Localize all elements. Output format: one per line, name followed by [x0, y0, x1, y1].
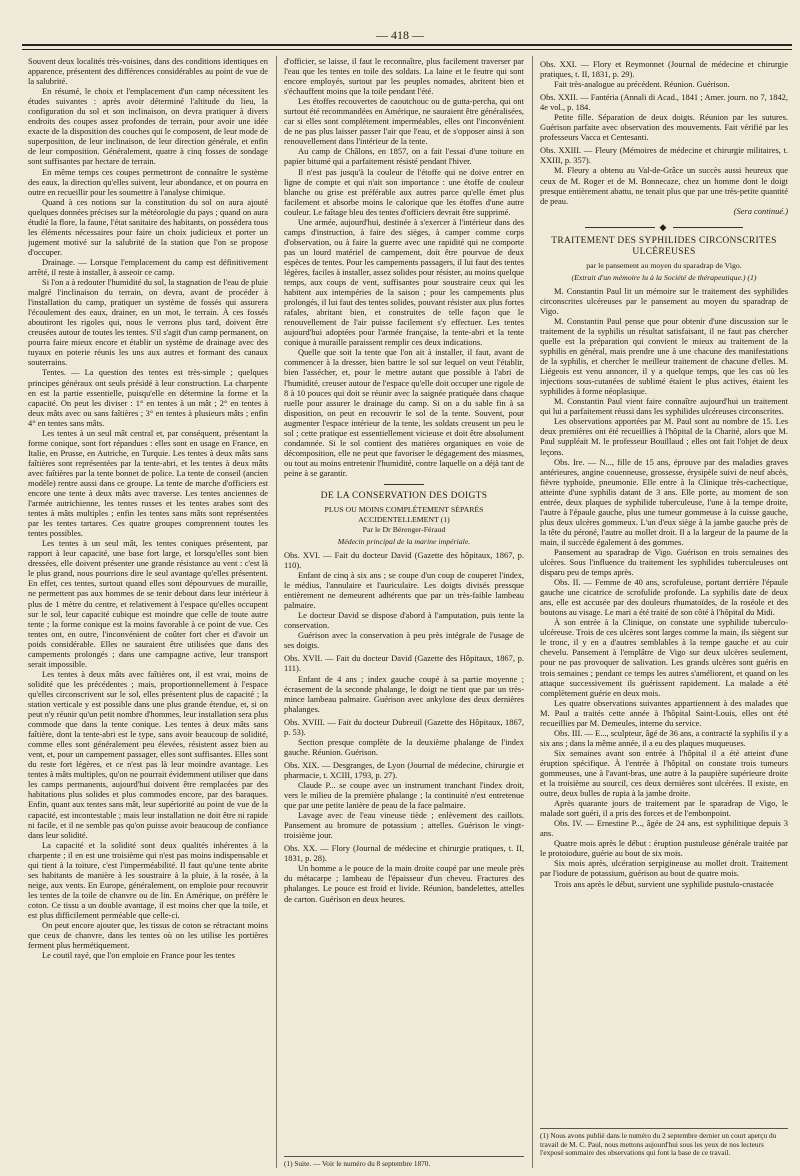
paragraph: M. Fleury a obtenu au Val-de-Grâce un succès aussi heureux que ceux de M. Roger et de M. Bonnecaze, chez un homme dont le doigt presque entièrement abattu, ne tenait plus que par une très-petite quantité de peau. [540, 165, 788, 206]
column-separator [276, 56, 277, 1168]
paragraph: M. Constantin Paul vient faire connaître aujourd'hui un traitement qui lui a parfaitement réussi dans les syphilides ulcéreuses circonscrites. [540, 396, 788, 417]
article-author: Par le Dr Bérenger-Féraud [362, 524, 446, 534]
observation-heading: Obs. XXII. — Fantéria (Annali di Acad., 1841 ; Amer. journ. no 7, 1842, 4e vol., p. 184. [540, 92, 788, 113]
paragraph: Au camp de Châlons, en 1857, on a fait l'essai d'une toiture en papier bitumé qui a parfaitement résisté pendant l'hiver. [284, 146, 524, 167]
paragraph: Une armée, aujourd'hui, destinée à s'exercer à l'intérieur dans des camps d'instruction, à faire des sièges, à camper comme corps d'observation, ou à faire la guerre avec une rapidité qui ne comporte pas un lourd matériel de campement, doit être pourvue de deux espèces de tentes. Pour les campements passagers, il lui faut des tentes légères, faciles à installer, assez solides pour résister, au moins quelque temps, aux coups de vent, suffisantes pour soustraire ceux qui les habitent aux intempéries de la saison ; pour les campements plus prolongés, il lui faut des tentes solides, pouvant résister aux plus fortes rafales, abritant bien, et construites de telle façon que le renouvellement de l'air puisse facilement s'y effectuer. Les tentes aujourd'hui adoptées pour l'armée française, la tente-abri et la tente conique à muraille paraissent remplir ces deux indications. [284, 216, 524, 348]
paragraph: Obs. III. — E..., sculpteur, âgé de 36 ans, a contracté la syphilis il y a six ans ; dans la même année, il a eu des plaques muqueuses. [540, 727, 788, 748]
paragraph: Obs. Ire. — N..., fille de 15 ans, éprouve par des maladies graves antérieures, angine couenneuse, grossesse, érysipèle suivi de neuf abcès, fièvre typhoïde, pneumonie. Elle entre à la Clinique très-cachectique, atteinte d'une syphilis datant de 3 ans. Elle porte, au moment de son entrée, deux plaques de syphilide tuberculeuse, l'une à la tempe droite, l'autre à l'épaule gauche, plus une tumeur gommeuse à la cuisse gauche, plus deux ulcères gommeux. L'un d'eux siège à la jambe gauche près de la tête du péroné, l'autre au mollet droit. Il a la largeur de la paume de la main, il succède également à des gommes. [540, 456, 788, 547]
observation-heading: Obs. XVI. — Fait du docteur David (Gazette des hôpitaux, 1867, p. 110). [284, 549, 524, 571]
article-affiliation: Médecin principal de la marine impériale. [337, 536, 471, 546]
paragraph: Tentes. — La question des tentes est très-simple ; quelques principes généraux ont seuls présidé à leur construction. La charpente en est la partie essentielle, puisqu'elle en détermine la forme et la capacité. On peut les diviser : 1° en tentes à un mât ; 2° en tentes à deux mâts avec ou sans faîtières ; 3° en tentes à plusieurs mâts ; enfin 4° en tentes sans mâts. [28, 367, 268, 428]
paragraph: Petite fille. Séparation de deux doigts. Réunion par les sutures. Guérison parfaite avec observation des mouvements. Fait vérifié par les professeurs Vacca et Centesanti. [540, 112, 788, 143]
observation-heading: Obs. XVII. — Fait du docteur David (Gazette des Hôpitaux, 1867, p. 111). [284, 653, 524, 674]
paragraph: Six semaines avant son entrée à l'hôpital il a été atteint d'une éruption spécifique. À l'entrée à l'hôpital on constate trois tumeurs gommeuses, une à l'avant-bras, une autre à la paupière supérieure droite et la troisième au sourcil, ces deux dernières sont ulcérées. Il existe, en outre, deux bulles de rupia à la jambe droite. [540, 747, 788, 799]
paragraph: Souvent deux localités très-voisines, dans des conditions identiques en apparence, présentent des différences considérables au point de vue de la salubrité. [28, 56, 268, 87]
paragraph: Quatre mois après le début : éruption pustuleuse générale traitée par le protoiodure, guérie au bout de six mois. [540, 838, 788, 859]
ornament-divider: ◆ [540, 222, 788, 232]
observation-heading: Obs. XIX. — Desgranges, de Lyon (Journal de médecine, chirurgie et pharmacie, t. XCIII, 1793, p. 27). [284, 759, 524, 780]
column-1 [28, 56, 268, 1171]
paragraph: d'officier, se laisse, il faut le reconnaître, plus facilement traverser par l'eau que les tentes en toile des soldats. La laine et le feutre qui sont encore employés, surtout par les peuples nomades, abritent bien et s'échauffent moins que la toile pendant l'été. [284, 56, 524, 97]
article-subtitle: PLUS OU MOINS COMPLÉTEMENT SÉPARÉS ACCIDENTELLEMENT (1) [324, 504, 484, 524]
paragraph: Les quatre observations suivantes appartiennent à des malades que M. Paul a traités cette année à l'hôpital Saint-Louis, elles ont été recueillies par M. Demeules, interne du service. [540, 697, 788, 728]
header-rule [22, 44, 792, 50]
observation-heading: Obs. XXI. — Flory et Reymonnet (Journal de médecine et chirurgie pratiques, t. II, 1831, p. 29). [540, 59, 788, 80]
paragraph: On peut encore ajouter que, les tissus de coton se rétractant moins que ceux de chanvre, dans les tentes où on les utilise les portières ferment plus hermétiquement. [28, 920, 268, 951]
footnote: (1) Suite. — Voir le numéro du 8 septembre 1870. [284, 1156, 524, 1169]
observation-heading: Obs. XXIII. — Fleury (Mémoires de médecine et chirurgie militaires, t. XXIII, p. 357). [540, 145, 788, 166]
paragraph: En résumé, le choix et l'emplacement d'un camp nécessitent les études suivantes : après avoir déterminé l'altitude du lieu, la configuration du sol et son inclinaison, on devra pratiquer à divers endroits des coupes assez profondes de terrain, pour avoir une idée exacte de la disposition des couches qui le composent, de leur mode de superposition, de leur inclinaison, de leur direction générale, et enfin de leur composition. Généralement, quatre à cinq fosses de sondage sont suffisantes par hectare de terrain. [28, 86, 268, 167]
column-2 [284, 56, 524, 1171]
paragraph: Obs. II. — Femme de 40 ans, scrofuleuse, portant derrière l'épaule gauche une cicatrice de scrofulide profonde. La syphilis date de deux ans, elle est accusée par des douleurs rhumatoïdes, de la roséole et des boutons au visage. Le mari a été traité de son côté à l'hôpital du Midi. [540, 577, 788, 618]
paragraph: Les observations apportées par M. Paul sont au nombre de 15. Les deux premières ont été recueillies à l'hôpital de la Charité, alors que M. Paul suppléait M. le professeur Bouillaud ; elles ont fait l'objet de deux leçons. [540, 416, 788, 457]
paragraph: Après quarante jours de traitement par le sparadrap de Vigo, le malade sort guéri, il a pris des forces et de l'embonpoint. [540, 798, 788, 819]
section-divider [384, 484, 424, 485]
paragraph: Les tentes à un seul mât central et, par conséquent, présentant la forme conique, sont fort répandues : elles sont en usage en France, en Italie, en Prusse, en Autriche, en Turquie. Les tentes à deux mâts sans faîtières sont représentées par la tente-abri, et les tentes à deux mâts avec faîtières par la tente bonnet de police. La tente de conseil (ancien modèle) rentre aussi dans ce groupe. La tente de marche d'officiers est encore une tente à deux mâts avec traverse. Les tentes anciennes de l'armée autrichienne, les tentes russes et les tentes arabes sont des tentes à mâts multiples ; enfin les tentes sans mâts sont représentées par les tentes tartares. Ces quatre groupes comprennent toutes les tentes possibles. [28, 427, 268, 539]
paragraph: Quelle que soit la tente que l'on ait à installer, il faut, avant de commencer à la dresser, bien battre le sol sur lequel on veut l'établir, bien l'assécher, et, pour le mettre autant que possible à l'abri de l'humidité, creuser autour de l'espace qu'elle doit occuper une rigole de 8 à 10 pouces qui doit se réunir avec la saignée pratiquée dans chaque ruelle pour assurer le drainage du camp. Si on a du sable fin à sa disposition, on peut en recouvrir le sol de la tente. Souvent, pour augmenter l'espace intérieur de la tente, les soldats creusent un peu le sol ; cette pratique est essentiellement vicieuse et doit être absolument condamnée. Si le sol contient des matières organiques en voie de décomposition, elle ne peut que favoriser le dégagement des miasmes, ou tout au moins entretenir l'humidité, contre laquelle on a déjà tant de peine à se garantir. [284, 347, 524, 478]
paragraph: Les tentes à un seul mât, les tentes coniques présentent, par rapport à leur capacité, une base fort large, et lorsqu'elles sont bien dressées, elle doivent présenter une grande résistance au vent : c'est là le plus grand, nous pourrions dire le seul avantage qu'elles présentent. En effet, ces tentes, surtout quand elles sont dépourvues de muraille, ne permettent pas aux hommes de se tenir debout dans leur intérieur à plus de 1 mètre du centre, et relativement à l'espace qu'elles occupent sur le sol, leur capacité cubique est moindre que celle de toute autre tente ; la forme conique est la moins favorable à ce point de vue. Ces tentes ont, en outre, l'inconvénient de coûter fort cher et d'avoir un poids considérable. Elles ne sauraient être utilisées que dans des campements prolongés ; dans une campagne active, leur transport serait impossible. [28, 538, 268, 669]
paragraph: Quand à ces notions sur la constitution du sol on aura ajouté quelques données précises sur la météorologie du pays ; quand on aura étudié la flore, la faune, l'état sanitaire des habitants, on possédera tous les éléments nécessaires pour faire un choix judicieux et porter un jugement motivé sur la salubrité de la station que l'on se propose d'occuper. [28, 196, 268, 257]
footnote: (1) Nous avons publié dans le numéro du 2 septembre dernier un court aperçu du travail de M. C. Paul, nous mettons aujourd'hui sous les yeux de nos lecteurs l'exposé sommaire des observations qui font la base de ce travail. [540, 1128, 788, 1158]
paragraph: Claude P... se coupe avec un instrument tranchant l'index droit, vers le milieu de la première phalange ; la continuité n'est entretenue que par une petite lanière de peau de la face palmaire. [284, 780, 524, 811]
paragraph: Trois ans après le début, survient une syphilide pustulo-crustacée [554, 878, 774, 889]
paragraph: Guérison avec la conservation à peu près intégrale de l'usage de ses doigts. [284, 630, 524, 651]
paragraph: Section presque complète de la deuxième phalange de l'index gauche. Réunion. Guérison. [284, 736, 524, 757]
paragraph: Six mois après, ulcération serpigineuse au mollet droit. Traitement par l'iodure de potassium, guérison au bout de quatre mois. [540, 858, 788, 879]
paragraph: Enfant de 4 ans ; index gauche coupé à sa partie moyenne ; écrasement de la seconde phalange, le doigt ne tient que par un très-mince lambeau palmaire. Guérison avec ankylose des deux dernières phalanges. [284, 673, 524, 714]
paragraph: Il n'est pas jusqu'à la couleur de l'étoffe qui ne doive entrer en ligne de compte et qui n'ait son importance : une étoffe de couleur blanche ou grise est préférable aux autres parce qu'elle émet plus facilement et absorbe moins le calorique que les étoffes d'une autre couleur. Le faîtage bleu des tentes d'officiers devrait être supprimé. [284, 166, 524, 217]
paragraph: En même temps ces coupes permettront de connaître le système des eaux, la direction qu'elles suivent, leur abondance, et on pourra en outre en recueillir pour les soumettre à l'analyse chimique. [28, 166, 268, 197]
observation-heading: Obs. XVIII. — Fait du docteur Dubreuil (Gazette des Hôpitaux, 1867, p. 53). [284, 716, 524, 737]
paragraph: Le coutil rayé, que l'on emploie en France pour les tentes [42, 950, 235, 961]
paragraph: La capacité et la solidité sont deux qualités inhérentes à la charpente ; il en est une troisième qui n'est pas moins indispensable et qui tient à la toiture, c'est l'imperméabilité. Il faut qu'une tente abrite ses habitants de manière à les soustraire à la pluie, à la rosée, à la neige, aux vents. En Europe, généralement, on emploie pour recouvrir les tentes de la toile de chanvre ou de lin. En Amérique, on préfère le coton. Ce tissu a un double avantage, il est moins cher que la toile, et est plus difficilement perméable que celle-ci. [28, 839, 268, 920]
paragraph: M. Constantin Paul pense que pour obtenir d'une discussion sur le traitement de la syphilis un résultat satisfaisant, il ne faut pas chercher quelle est la préparation qui convient le mieux au traitement de la syphilis en général, mais prendre une à une chacune des manifestations de la syphilis, et chercher le meilleur traitement de chacune d'elles. M. Liégeois est venu annoncer, il y a quelque temps, que les cas où les injections sous-cutanées de sublimé étaient le plus actives, étaient les syphilides à forme néoplasique. [540, 315, 788, 397]
article-title: DE LA CONSERVATION DES DOIGTS [320, 490, 488, 501]
article-title: TRAITEMENT DES SYPHILIDES CIRCONSCRITES ULCÉREUSES [551, 235, 777, 257]
article-subtitle: par le pansement au moyen du sparadrap de Vigo. [586, 260, 742, 270]
column-3 [540, 56, 788, 1171]
paragraph: M. Constantin Paul lit un mémoire sur le traitement des syphilides circonscrites ulcéreuses par le pansement au moyen du sparadrap de Vigo. [540, 285, 788, 316]
article-source: (Extrait d'un mémoire lu à la Société de thérapeutique.) (1) [571, 272, 757, 282]
paragraph: Lavage avec de l'eau vineuse tiède ; enlèvement des caillots. Pansement au bromure de potassium ; attelles. Guérison le vingt-troisième jour. [284, 810, 524, 841]
paragraph: Si l'on a à redouter l'humidité du sol, la stagnation de l'eau de pluie malgré l'inclinaison du terrain, on devra, avant de procéder à l'installation du camp, pratiquer un système de fossés qui assurera l'écoulement des eaux, drainer, en un mot, le terrain. À ces fossés aboutiront les rigoles qui, nous le verrons plus tard, doivent être creusées autour de toutes les tentes. S'il s'agit d'un camp permanent, on pourra faire mieux encore et établir un système de drainage avec des tuyaux en poterie réunis les uns aux autres et formant des canaux souterrains. [28, 277, 268, 368]
paragraph: Fait très-analogue au précédent. Réunion. Guérison. [554, 79, 730, 90]
paragraph: Drainage. — Lorsque l'emplacement du camp est définitivement arrêté, il reste à installer, à asseoir ce camp. [28, 256, 268, 277]
page-number: — 418 — [376, 28, 424, 42]
paragraph: Enfant de cinq à six ans ; se coupe d'un coup de couperet l'index, le médius, l'annulaire et l'auriculaire. Les doigts divisés pressque entièrement ne demeurent adhérents que par un très-faible lambeau palmaire. [284, 570, 524, 611]
to-be-continued: (Sera continué.) [733, 205, 788, 216]
paragraph: Les étoffes recouvertes de caoutchouc ou de gutta-percha, qui ont surtout été recommandées en Amérique, ne sauraient être généralisées, car si elles sont complétement imperméables, elles ont l'inconvénient de ne pas plus laisser passer l'air que l'eau, et de s'opposer ainsi à son renouvellement dans l'intérieur de la tente. [284, 96, 524, 147]
observation-heading: Obs. XX. — Flory (Journal de médecine et chirurgie pratiques, t. II, 1831, p. 28). [284, 843, 524, 864]
paragraph: À son entrée à la Clinique, on constate une syphilide tuberculo-ulcéreuse. Trois de ces ulcères sont larges comme la main, ils siègent sur le tronc, il y en a d'autres semblables à la tempe gauche et au cuir chevelu. Pansement à l'emplâtre de Vigo sur deux ulcères seulement, pour ne pas provoquer de salivation. Les grands ulcères sont guéris en trois semaines ; pendant ce temps les autres s'améliorent, et quand on les attaque successivement ils guérissent rapidement. La malade a été complètement guérie en deux mois. [540, 617, 788, 698]
paragraph: Le docteur David se dispose d'abord à l'amputation, puis tente la conservation. [284, 610, 524, 631]
paragraph: Les tentes à deux mâts avec faîtières ont, il est vrai, moins de solidité que les précédentes ; mais, proportionnellement à l'espace qu'elles circonscrivent sur le sol, elles présentent plus de capacité ; la station verticale y est possible dans une plus grande étendue, et, si on peut n'y réunir qu'un petit nombre d'hommes, leur installation sera plus commode que dans la tente conique. Les tentes à deux mâts sans faîtière, dont la tente-abri est le type, sans avoir beaucoup de solidité, comme elles sont généralement peu élevées, résistent assez bien au vent, et, pour un campement passager, elles sont suffisantes. Elles sont du reste fort légères, et ce n'est pas là leur moindre avantage. Les tentes à mâts multiples, qu'on ne pourrait évidemment utiliser que dans les camps permanents, aujourd'hui doivent être remplacées par des habitations plus solides et plus commodes encore, par des baraques. Enfin, quant aux tentes sans mât, leur supériorité au point de vue de la capacité, est incontestable ; mais leur installation ne doit être ni rapide ni facile, et il ne semble pas qu'on puisse avoir beaucoup de confiance dans leur solidité. [28, 668, 268, 840]
paragraph: Un homme a le pouce de la main droite coupé par une meule près du métacarpe ; lambeau de l'épaisseur d'un cheveu. Fractures des phalanges. Le pouce est froid et livide. Réunion, bandelettes, attelles de carton. Guérison en deux heures. [284, 863, 524, 904]
paragraph: Obs. IV. — Ernestine P..., âgée de 24 ans, est syphilitique depuis 3 ans. [540, 818, 788, 839]
paragraph: Pansement au sparadrap de Vigo. Guérison en trois semaines des ulcères. Sous l'influence du traitement les syphilides tuberculeuses ont disparu peu de temps après. [540, 546, 788, 578]
column-separator [532, 56, 533, 1168]
